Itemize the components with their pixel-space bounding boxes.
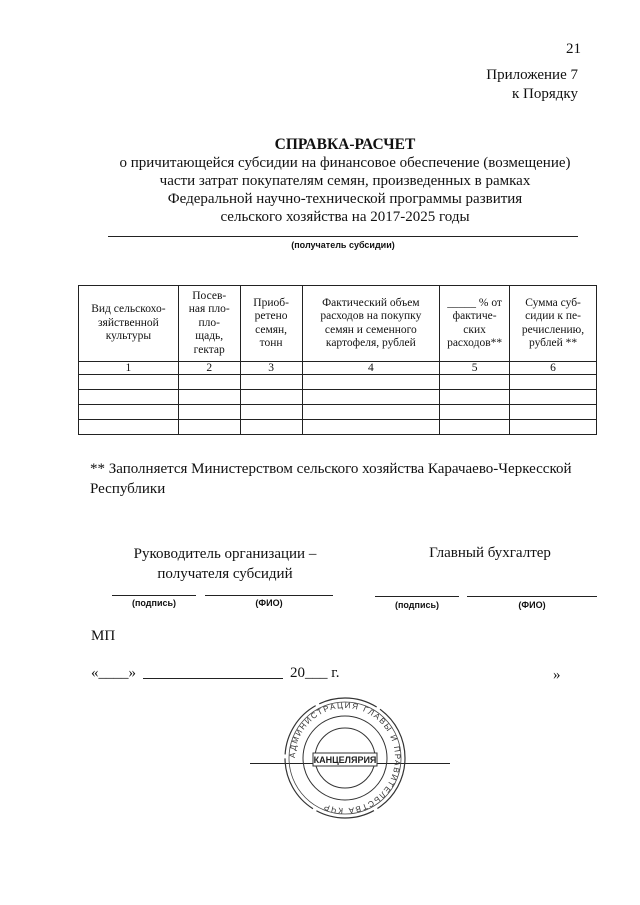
subtitle-line: о причитающейся субсидии на финансовое обеспечение (возмещение) <box>119 155 571 171</box>
column-header-line: сидии к пе- <box>525 310 581 322</box>
appendix-note <box>486 66 578 103</box>
accountant-title: Главный бухгалтер <box>429 545 551 561</box>
column-header <box>240 286 302 362</box>
head-name-label: (ФИО) <box>255 598 283 608</box>
table-cell[interactable] <box>510 405 597 420</box>
column-header-line: гектар <box>193 343 225 356</box>
column-header-line: пло- <box>198 316 220 329</box>
column-header-line: Посев- <box>192 289 227 302</box>
table-cell[interactable] <box>79 405 179 420</box>
accountant-name-label: (ФИО) <box>518 600 546 610</box>
column-header-line: Сумма суб- <box>525 296 581 309</box>
table-cell[interactable] <box>510 420 597 435</box>
table-cell[interactable] <box>510 390 597 405</box>
head-title-line-2: получателя субсидий <box>157 566 293 582</box>
column-header-line: речислению, <box>521 323 585 336</box>
subtitle-line: сельского хозяйства на 2017-2025 годы <box>220 209 470 225</box>
date-year: 20___ г. <box>290 665 340 681</box>
table-cell[interactable] <box>240 420 302 435</box>
column-header-line: семян, <box>255 323 288 336</box>
column-header <box>510 286 597 362</box>
table-row <box>79 375 597 390</box>
column-header-line: картофеля, рублей <box>325 337 416 349</box>
table-cell[interactable] <box>178 375 240 390</box>
table-header-row <box>79 286 597 362</box>
svg-text:АДМИНИСТРАЦИЯ ГЛАВЫ И ПРАВИТЕЛ: АДМИНИСТРАЦИЯ ГЛАВЫ И ПРАВИТЕЛЬСТВА КЧР <box>287 700 403 816</box>
footnote: ** Заполняется Министерством сельского хозяйства Карачаево-Черкесской Республики <box>90 461 572 497</box>
table-cell[interactable] <box>178 405 240 420</box>
head-title-line-1: Руководитель организации – <box>133 546 317 562</box>
table-cell[interactable] <box>240 405 302 420</box>
table-cell[interactable] <box>79 420 179 435</box>
column-header-line: тонн <box>259 337 283 349</box>
column-number: 3 <box>240 362 302 375</box>
column-header-line: культуры <box>105 330 152 343</box>
column-header-line: щадь, <box>195 330 224 343</box>
column-header <box>79 286 179 362</box>
table-cell[interactable] <box>178 420 240 435</box>
table-cell[interactable] <box>79 390 179 405</box>
recipient-caption: (получатель субсидии) <box>291 240 395 250</box>
table-cell[interactable] <box>302 375 440 390</box>
column-header-line: фактиче- <box>452 310 497 322</box>
column-header-line: ретено <box>254 310 288 322</box>
table-row <box>79 405 597 420</box>
column-header-line: Вид сельскохо- <box>91 303 166 316</box>
column-number: 6 <box>510 362 597 375</box>
accountant-signature-label: (подпись) <box>394 600 440 610</box>
table-cell[interactable] <box>302 420 440 435</box>
column-header-line: Приоб- <box>253 296 289 309</box>
column-header <box>178 286 240 362</box>
column-header-line: Фактический объем <box>322 296 420 309</box>
date-day: «____» <box>91 665 136 681</box>
document-subtitle <box>90 154 600 226</box>
head-signature-label: (подпись) <box>131 598 177 608</box>
page-number: 21 <box>566 41 581 57</box>
table-cell[interactable] <box>79 375 179 390</box>
table-cell[interactable] <box>510 375 597 390</box>
table-cell[interactable] <box>178 390 240 405</box>
table-cell[interactable] <box>240 375 302 390</box>
column-header-line: расходов на покупку <box>320 310 422 322</box>
subsidy-table <box>78 285 597 435</box>
table-row <box>79 390 597 405</box>
date-month-line <box>143 678 283 679</box>
column-header-line: _____ % от <box>447 296 502 309</box>
table-row <box>79 420 597 435</box>
stamp-place-label: МП <box>91 628 116 644</box>
document-title: СПРАВКА-РАСЧЕТ <box>274 136 416 153</box>
head-signature-title <box>110 544 340 584</box>
table-cell[interactable] <box>240 390 302 405</box>
head-signature-line <box>112 595 196 596</box>
column-number-row <box>79 362 597 375</box>
head-name-line <box>205 595 333 596</box>
column-header-line: ная пло- <box>188 303 230 316</box>
accountant-name-line <box>467 596 597 597</box>
table-cell[interactable] <box>302 390 440 405</box>
table-cell[interactable] <box>440 420 510 435</box>
subtitle-line: части затрат покупателям семян, произведенных в рамках <box>159 173 531 189</box>
stamp-center-text: КАНЦЕЛЯРИЯ <box>313 755 377 765</box>
column-header <box>440 286 510 362</box>
table-cell[interactable] <box>440 375 510 390</box>
column-header-line: рублей ** <box>528 337 578 349</box>
date-close-quote: » <box>553 667 561 683</box>
column-header-line: расходов** <box>447 337 503 349</box>
column-number: 2 <box>178 362 240 375</box>
column-number: 4 <box>302 362 440 375</box>
column-header-line: ских <box>463 323 486 336</box>
table-cell[interactable] <box>302 405 440 420</box>
table-cell[interactable] <box>440 405 510 420</box>
official-stamp <box>280 693 410 823</box>
appendix-line-1: Приложение 7 <box>486 67 578 83</box>
column-number: 5 <box>440 362 510 375</box>
column-header <box>302 286 440 362</box>
accountant-signature-line <box>375 596 459 597</box>
appendix-line-2: к Порядку <box>512 86 578 102</box>
subtitle-line: Федеральной научно-технической программы развития <box>167 191 523 207</box>
column-header-line: зяйственной <box>98 316 159 329</box>
table-cell[interactable] <box>440 390 510 405</box>
recipient-line <box>108 236 578 237</box>
column-header-line: семян и семенного <box>324 323 417 336</box>
column-number: 1 <box>79 362 179 375</box>
